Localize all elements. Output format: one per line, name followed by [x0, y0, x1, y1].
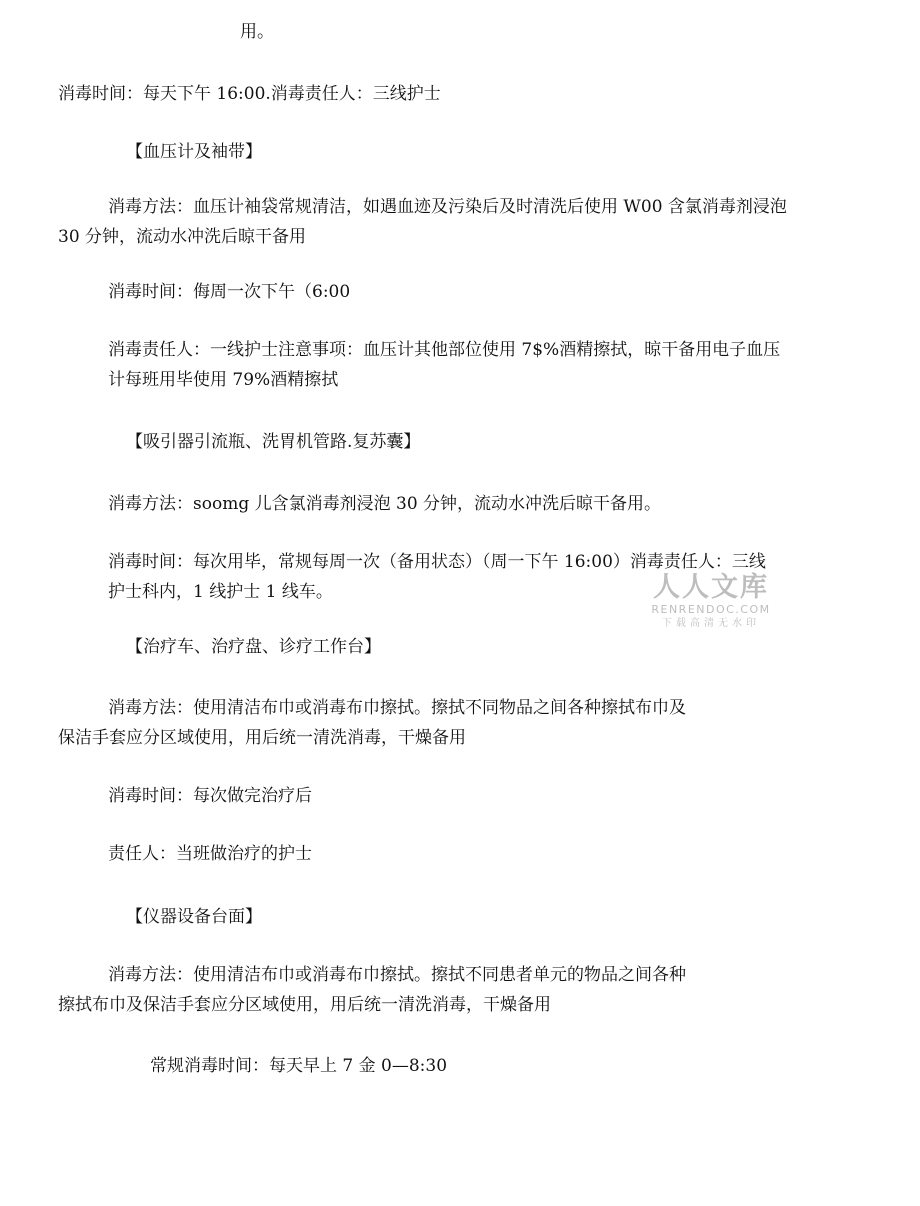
text-line-12: 护士科内，1 线护士 1 线车。 [108, 582, 333, 602]
text-line-7: 消毒责任人：一线护士注意事项：血压计其他部位使用 7$%酒精擦拭，晾干备用电子血压 [108, 340, 781, 360]
text-line-10: 消毒方法：soomg 儿含氯消毒剂浸泡 30 分钟，流动水冲洗后晾干备用。 [108, 494, 662, 514]
text-line-4: 消毒方法：血压计袖袋常规清洁，如遇血迹及污染后及时清洗后使用 W00 含氯消毒剂浸泡 [108, 197, 787, 217]
text-line-6: 消毒时间：侮周一次下午（6:00 [108, 282, 351, 302]
watermark-logo: 人人文库 [653, 572, 769, 603]
watermark-tagline: 下载高清无水印 [662, 618, 760, 629]
text-line-17: 责任人：当班做治疗的护士 [108, 844, 312, 864]
section-heading-suction: 【吸引器引流瓶、洗胃机管路.复苏囊】 [126, 432, 421, 452]
watermark-site: RENRENDOC.COM [651, 603, 771, 616]
text-line-11: 消毒时间：每次用毕，常规每周一次（备用状态）（周一下午 16:00）消毒责任人：三线 [108, 552, 766, 572]
text-line-5: 30 分钟，流动水冲洗后晾干备用 [58, 227, 307, 247]
text-line-15: 保洁手套应分区域使用，用后统一清洗消毒，干燥备用 [58, 728, 466, 748]
text-line-16: 消毒时间：每次做完治疗后 [108, 786, 312, 806]
text-line-2: 消毒时间：每天下午 16:00.消毒责任人：三线护士 [58, 84, 441, 104]
section-heading-equipment: 【仪器设备台面】 [126, 907, 262, 927]
watermark [646, 573, 776, 630]
text-line-8: 计每班用毕使用 79%酒精擦拭 [108, 370, 339, 390]
section-heading-blood-pressure: 【血压计及袖带】 [126, 142, 262, 162]
text-line-14: 消毒方法：使用清洁布巾或消毒布巾擦拭。擦拭不同物品之间各种擦拭布巾及 [108, 698, 686, 718]
text-line-1: 用。 [240, 22, 274, 42]
text-line-21: 常规消毒时间：每天早上 7 金 0—8:30 [150, 1056, 448, 1076]
text-line-20: 擦拭布巾及保洁手套应分区域使用，用后统一清洗消毒，干燥备用 [58, 995, 551, 1015]
text-line-19: 消毒方法：使用清洁布巾或消毒布巾擦拭。擦拭不同患者单元的物品之间各种 [108, 965, 686, 985]
section-heading-treatment-cart: 【治疗车、治疗盘、诊疗工作台】 [126, 637, 381, 657]
